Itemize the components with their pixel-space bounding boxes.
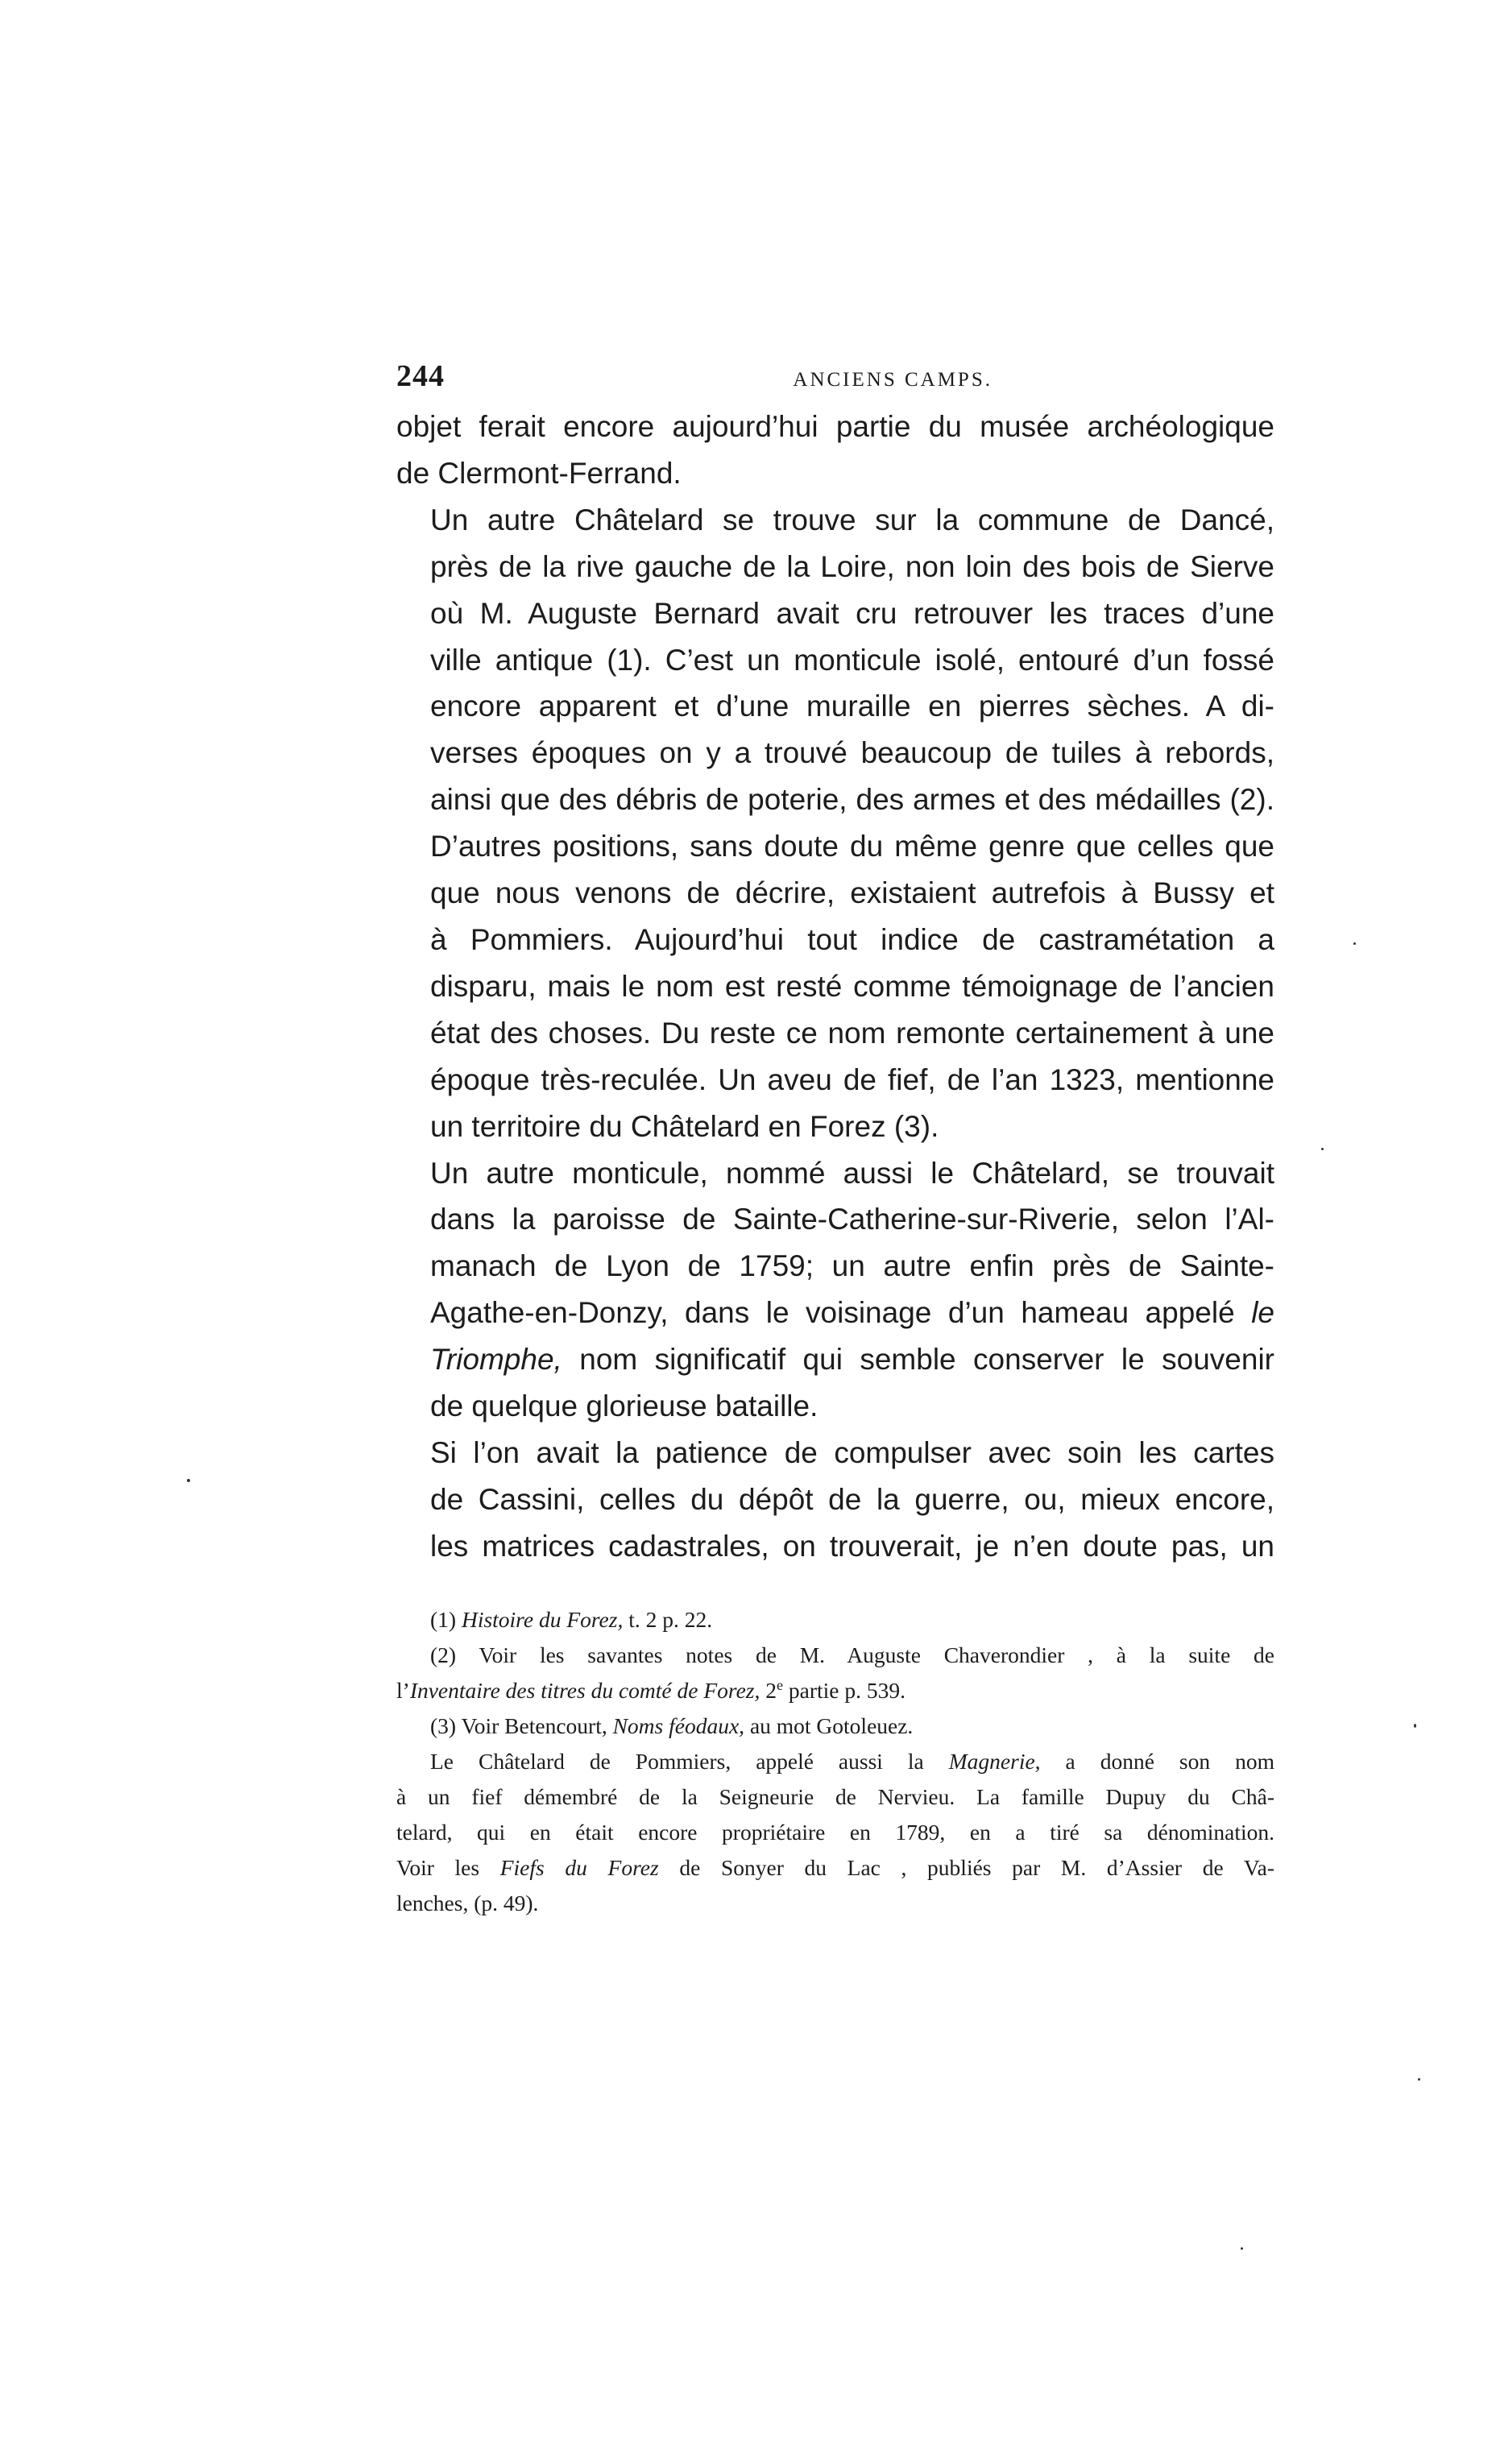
footnote-line — [396, 1673, 1274, 1708]
footnote-1 — [396, 1602, 1274, 1638]
text-line: un territoire du Châtelard en Forez (3). — [430, 1109, 939, 1143]
ink-speck — [1321, 1148, 1324, 1150]
footnote-line — [396, 1602, 1274, 1638]
ink-speck — [1241, 2247, 1243, 2250]
footnote-text: (3) Voir Betencourt, — [430, 1712, 607, 1738]
book-page — [396, 358, 1274, 1921]
text-line: Si l’on avait la patience de compulser avec soin les cartes — [430, 1435, 1274, 1469]
text-line: dans la paroisse de Sainte-Catherine-sur-Riverie, selon l’Al- — [430, 1203, 1274, 1236]
text-line: où M. Auguste Bernard avait cru retrouver les traces d’une — [430, 596, 1274, 630]
italic-title: Inventaire des titres du comté de Forez, — [409, 1677, 760, 1703]
text-line — [396, 1336, 1274, 1383]
footnote-text: 2 — [765, 1677, 777, 1703]
footnote-text: partie p. 539. — [788, 1677, 905, 1703]
text-line: les matrices cadastrales, on trouverait, je n’en doute pas, un — [430, 1529, 1274, 1563]
paragraph-1 — [396, 404, 1274, 497]
paragraph-3 — [396, 1150, 1274, 1430]
text-line: près de la rive gauche de la Loire, non loin des bois de Sierve — [430, 549, 1274, 583]
ink-speck — [1418, 2078, 1420, 2081]
page-header — [396, 358, 1274, 404]
text-line: que nous venons de décrire, existaient autrefois à Bussy et — [430, 876, 1274, 910]
italic-term: Triomphe, — [430, 1343, 562, 1377]
text-line: disparu, mais le nom est resté comme témoignage de l’ancien — [430, 969, 1274, 1003]
text-line: Un autre Châtelard se trouve sur la commune de Dancé, — [430, 503, 1274, 536]
italic-term: le — [1251, 1296, 1274, 1330]
ink-speck — [187, 1479, 190, 1482]
text-line: ainsi que des débris de poterie, des armes et des médailles (2). — [430, 783, 1274, 817]
footnote-text: a donné son nom — [1065, 1748, 1274, 1774]
footnote-text: t. 2 p. 22. — [628, 1606, 713, 1632]
footnote-line — [396, 1744, 1274, 1779]
footnote-2 — [396, 1638, 1274, 1708]
text-line — [396, 1290, 1274, 1336]
ink-speck — [1353, 942, 1356, 945]
main-text — [396, 404, 1274, 1570]
footnote-3 — [396, 1708, 1274, 1744]
paragraph-4 — [396, 1430, 1274, 1570]
footnote-text: Voir les — [396, 1854, 480, 1880]
italic-title: Fiefs du Forez — [499, 1854, 659, 1880]
running-head: ANCIENS CAMPS. — [793, 369, 992, 391]
text-segment: nom significatif qui semble conserver le souvenir — [579, 1343, 1274, 1377]
footnote-line — [396, 1850, 1274, 1886]
footnote-text: l’ — [396, 1677, 410, 1703]
footnote-text: au mot Gotoleuez. — [749, 1712, 914, 1738]
footnote-line: (2) Voir les savantes notes de M. Auguste Chaverondier , à la suite de — [430, 1642, 1274, 1667]
text-line: époque très-reculée. Un aveu de fief, de l’an 1323, mentionne — [430, 1062, 1274, 1096]
footnotes — [396, 1602, 1274, 1921]
footnote-text: de Sonyer du Lac , publiés par M. d’Assier de Va- — [679, 1854, 1275, 1880]
text-line: ville antique (1). C’est un monticule isolé, entouré d’un fossé — [430, 643, 1274, 677]
italic-title: Noms féodaux, — [612, 1712, 745, 1738]
text-line: D’autres positions, sans doute du même genre que celles que — [430, 830, 1274, 863]
footnote-line — [396, 1708, 1274, 1744]
italic-title: Histoire du Forez, — [461, 1606, 624, 1632]
footnote-4 — [396, 1744, 1274, 1921]
page-number: 244 — [396, 359, 445, 393]
superscript: e — [776, 1676, 783, 1693]
text-line: encore apparent et d’une muraille en pierres sèches. A di- — [430, 690, 1274, 723]
text-line: manach de Lyon de 1759; un autre enfin près de Sainte- — [430, 1249, 1274, 1283]
text-line: de Cassini, celles du dépôt de la guerre, ou, mieux encore, — [430, 1482, 1274, 1516]
text-segment: Agathe-en-Donzy, dans le voisinage d’un hameau appelé — [430, 1296, 1235, 1330]
text-line: état des choses. Du reste ce nom remonte certainement à une — [430, 1016, 1274, 1050]
footnote-marker: (1) — [430, 1606, 457, 1632]
italic-title: Magnerie, — [948, 1748, 1041, 1774]
text-line: de quelque glorieuse bataille. — [430, 1389, 818, 1423]
text-line: de Clermont-Ferrand. — [396, 456, 682, 490]
footnote-line: lenches, (p. 49). — [396, 1890, 539, 1915]
paragraph-2 — [396, 497, 1274, 1150]
footnote-line: telard, qui en était encore propriétaire en 1789, en a tiré sa dénomination. — [396, 1819, 1274, 1845]
text-line: objet ferait encore aujourd’hui partie du musée archéologique — [396, 410, 1274, 443]
text-line: verses époques on y a trouvé beaucoup de tuiles à rebords, — [430, 736, 1274, 770]
ink-speck — [1414, 1724, 1416, 1728]
footnote-line: à un fief démembré de la Seigneurie de Nervieu. La famille Dupuy du Châ- — [396, 1783, 1274, 1809]
text-line: Un autre monticule, nommé aussi le Châtelard, se trouvait — [430, 1156, 1274, 1190]
footnote-text: Le Châtelard de Pommiers, appelé aussi la — [430, 1748, 924, 1774]
text-line: à Pommiers. Aujourd’hui tout indice de castramétation a — [430, 922, 1274, 956]
